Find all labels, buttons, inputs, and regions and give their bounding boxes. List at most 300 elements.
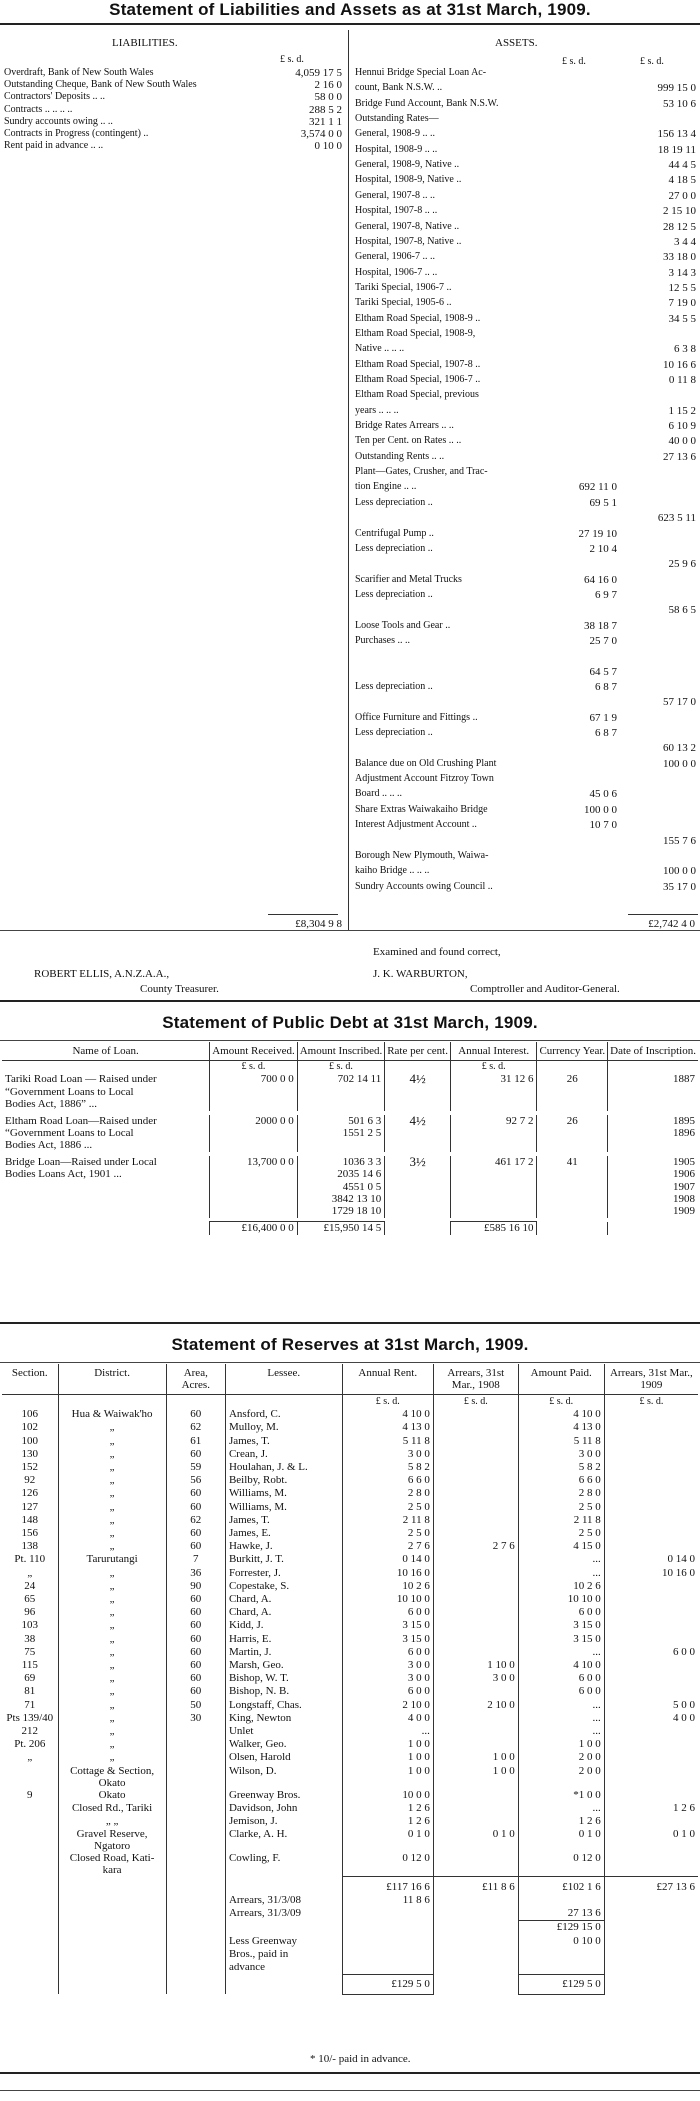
loan-rate: 4½	[385, 1073, 451, 1110]
bottom-rule-2	[0, 2090, 700, 2091]
loan-inscribed-line: 1729 18 10	[331, 1205, 382, 1218]
asset-label: Tariki Special, 1905-6 ..	[355, 297, 452, 309]
reserve-section	[2, 1765, 58, 1789]
debt-lsd-cell	[537, 1061, 608, 1074]
reserve-section: Pts 139/40	[6, 1711, 54, 1724]
reserve-area: 60	[166, 1408, 225, 1421]
reserve-arrears-1909	[604, 1765, 698, 1789]
reserves-lsd-cell: £ s. d.	[433, 1395, 518, 1409]
reserve-row	[2, 1527, 698, 1540]
reserve-district: „	[58, 1567, 166, 1580]
reserve-section: „	[27, 1566, 33, 1579]
liab-assets-title: Statement of Liabilities and Assets as at 31st March, 1909.	[109, 0, 591, 19]
footnote: * 10/- paid in advance.	[310, 2053, 411, 2065]
asset-amount-outer: 57 17 0	[663, 696, 696, 709]
asset-label: Tariki Special, 1906-7 ..	[355, 281, 452, 293]
reserve-annual-rent: 2 7 6	[342, 1540, 433, 1553]
reserve-section: „	[27, 1751, 33, 1764]
final-paid: £129 5 0	[518, 1974, 604, 1994]
reserve-summary-blank	[433, 1974, 518, 1994]
reserve-arrears-1909	[604, 1421, 698, 1434]
reserve-amount-paid: ...	[518, 1646, 604, 1659]
reserve-arrears-1909	[604, 1514, 698, 1527]
asset-label: Less depreciation ..	[355, 681, 433, 692]
reserve-district: „	[58, 1501, 166, 1514]
reserve-annual-rent: 5 8 2	[342, 1461, 433, 1474]
asset-amount-outer: 999 15 0	[657, 82, 696, 95]
reserve-section: 69	[24, 1672, 36, 1685]
reserve-summary-blank	[225, 1974, 342, 1994]
assets-lsd-header-a: £ s. d.	[562, 56, 586, 67]
reserve-summary-blank	[58, 1876, 166, 1894]
reserves-grid	[2, 1364, 698, 1995]
loan-name-line: “Government Loans to Local	[5, 1127, 134, 1140]
reserve-row	[2, 1738, 698, 1751]
asset-label: Centrifugal Pump ..	[355, 527, 434, 539]
loan-inscribed-cell	[297, 1073, 384, 1110]
asset-label: kaiho Bridge .. .. ..	[355, 865, 430, 877]
loan-name-line: Tariki Road Loan — Raised under	[5, 1073, 157, 1086]
asset-label: count, Bank N.S.W. ..	[355, 82, 443, 94]
reserve-section: 9	[27, 1788, 33, 1801]
reserve-amount-paid: 2 0 0	[518, 1765, 604, 1789]
loan-currency: 26	[537, 1073, 608, 1110]
asset-label: Hospital, 1907-8, Native ..	[355, 235, 462, 247]
asset-label: General, 1908-9 .. ..	[355, 128, 435, 140]
reserve-section: 103	[21, 1619, 39, 1632]
reserve-area	[166, 1751, 225, 1764]
reserve-area: 7	[166, 1553, 225, 1566]
reserve-annual-rent: 3 0 0	[342, 1672, 433, 1685]
loan-date-line: 1907	[673, 1180, 695, 1193]
asset-amount-outer: 6 10 9	[668, 420, 696, 433]
asset-amount-outer: 60 13 2	[663, 742, 696, 755]
reserve-district: Hua & Waiwak'ho	[58, 1408, 166, 1421]
reserve-arrears-1909: 0 1 0	[604, 1828, 698, 1852]
liability-amount: 321 1 1	[309, 115, 342, 128]
subtotal-row	[2, 1921, 698, 1935]
reserve-annual-rent: 2 8 0	[342, 1487, 433, 1500]
reserve-lessee: Harris, E.	[225, 1633, 342, 1646]
reserve-row	[2, 1646, 698, 1659]
reserve-section	[2, 1815, 58, 1828]
reserve-annual-rent: 3 15 0	[342, 1619, 433, 1632]
asset-label: Eltham Road Special, previous	[355, 389, 479, 401]
reserve-lessee: Mulloy, M.	[225, 1421, 342, 1434]
reserve-area: 60	[166, 1646, 225, 1659]
reserve-arrears-1908: 2 7 6	[433, 1540, 518, 1553]
debt-col-header: Rate per cent.	[385, 1042, 451, 1061]
reserves-total-row	[2, 1876, 698, 1894]
reserve-arrears-1908	[433, 1725, 518, 1738]
asset-amount-outer: 156 13 4	[657, 128, 696, 141]
asset-amount-outer: 33 18 0	[663, 251, 696, 264]
reserve-arrears-1909	[604, 1685, 698, 1698]
reserve-district: „	[58, 1633, 166, 1646]
reserve-lessee: Cowling, F.	[225, 1852, 342, 1876]
asset-amount-outer: 155 7 6	[663, 834, 696, 847]
reserves-col-header: Arrears, 31st Mar., 1909	[604, 1364, 698, 1395]
reserve-arrears-1909	[604, 1751, 698, 1764]
reserve-district: „	[58, 1606, 166, 1619]
reserve-arrears-1909	[604, 1593, 698, 1606]
reserve-amount-paid: 4 13 0	[518, 1421, 604, 1434]
reserve-row	[2, 1408, 698, 1421]
reserve-row	[2, 1474, 698, 1487]
reserve-annual-rent: 0 1 0	[342, 1828, 433, 1852]
reserve-section	[2, 1852, 58, 1876]
reserve-summary-blank	[2, 1921, 58, 1935]
reserve-district: „	[58, 1474, 166, 1487]
arrears09-value: 27 13 6	[518, 1907, 604, 1921]
loan-inscribed-cell	[297, 1115, 384, 1152]
loan-interest: 92 7 2	[450, 1115, 536, 1152]
asset-label: General, 1906-7 .. ..	[355, 251, 435, 263]
reserve-summary-blank	[433, 1894, 518, 1907]
reserve-summary-blank	[225, 1921, 342, 1935]
reserve-amount-paid: 1 0 0	[518, 1738, 604, 1751]
asset-amount-outer: 12 5 5	[668, 281, 696, 294]
loan-name-cell	[2, 1156, 210, 1218]
reserve-district: „	[58, 1593, 166, 1606]
reserve-arrears-1908	[433, 1553, 518, 1566]
reserve-area: 36	[166, 1567, 225, 1580]
loan-currency: 26	[537, 1115, 608, 1152]
reserve-summary-blank	[166, 1876, 225, 1894]
debt-top-rule	[0, 1040, 700, 1041]
examined-text: Examined and found correct,	[373, 946, 501, 958]
asset-label: Hospital, 1908-9, Native ..	[355, 174, 462, 186]
reserve-lessee: Williams, M.	[225, 1501, 342, 1514]
reserve-summary-blank	[518, 1894, 604, 1907]
loan-inscribed-cell	[297, 1156, 384, 1218]
asset-amount-outer: 34 5 5	[668, 312, 696, 325]
loan-name-line: Bodies Loans Act, 1901 ...	[5, 1168, 122, 1181]
reserve-amount-paid: 3 15 0	[518, 1633, 604, 1646]
asset-label: Less depreciation ..	[355, 542, 433, 554]
asset-label: Interest Adjustment Account ..	[355, 819, 477, 831]
reserve-arrears-1909	[604, 1606, 698, 1619]
reserve-arrears-1908	[433, 1852, 518, 1876]
reserve-section: 38	[24, 1632, 36, 1645]
reserve-lessee: Forrester, J.	[225, 1567, 342, 1580]
reserve-annual-rent: 6 0 0	[342, 1606, 433, 1619]
reserve-area: 60	[166, 1606, 225, 1619]
reserve-amount-paid: 6 0 0	[518, 1685, 604, 1698]
asset-amount-outer: 35 17 0	[663, 880, 696, 893]
asset-label: General, 1907-8, Native ..	[355, 220, 460, 232]
arrears08-label: Arrears, 31/3/08	[225, 1894, 342, 1907]
reserve-district: „	[58, 1646, 166, 1659]
reserve-section: 92	[24, 1474, 36, 1487]
reserve-section: 138	[21, 1540, 39, 1553]
asset-label: Less depreciation ..	[355, 727, 433, 739]
loan-date-line: 1908	[673, 1193, 695, 1206]
section-rule-2	[0, 1322, 700, 1324]
debt-lsd-cell	[608, 1061, 698, 1074]
reserve-row	[2, 1633, 698, 1646]
reserve-area	[166, 1815, 225, 1828]
reserve-area: 50	[166, 1699, 225, 1712]
debt-col-header: Date of Inscription.	[608, 1042, 698, 1061]
asset-label: Board .. .. ..	[355, 788, 402, 800]
reserve-arrears-1908: 2 10 0	[433, 1699, 518, 1712]
reserve-area: 60	[166, 1619, 225, 1632]
asset-label: Less depreciation ..	[355, 496, 433, 508]
reserve-annual-rent: 6 0 0	[342, 1685, 433, 1698]
reserve-annual-rent: 4 13 0	[342, 1421, 433, 1434]
reserve-amount-paid: ...	[518, 1553, 604, 1566]
asset-amount-inner: 27 19 10	[578, 527, 617, 540]
reserve-area: 60	[166, 1501, 225, 1514]
loan-inscribed-line: 3842 13 10	[331, 1193, 382, 1206]
debt-grid	[2, 1042, 698, 1235]
treasurer-title: County Treasurer.	[140, 983, 219, 995]
arrears08-value: 11 8 6	[342, 1894, 433, 1907]
reserve-amount-paid: 2 8 0	[518, 1487, 604, 1500]
reserve-amount-paid: 2 0 0	[518, 1751, 604, 1764]
liability-amount: 58 0 0	[314, 91, 342, 104]
reserve-summary-blank	[433, 1921, 518, 1935]
loan-interest: 461 17 2	[450, 1156, 536, 1218]
asset-amount-outer: 3 4 4	[674, 235, 696, 248]
reserve-district: „	[58, 1421, 166, 1434]
reserve-arrears-1908	[433, 1527, 518, 1540]
reserves-col-header: Amount Paid.	[518, 1364, 604, 1395]
reserve-annual-rent: 2 10 0	[342, 1699, 433, 1712]
asset-amount-inner: 2 10 4	[589, 542, 617, 555]
reserve-arrears-1909	[604, 1738, 698, 1751]
asset-label: Eltham Road Special, 1908-9 ..	[355, 312, 481, 324]
bottom-rule-1	[0, 2072, 700, 2074]
reserve-area	[166, 1802, 225, 1815]
reserve-annual-rent: 2 11 8	[342, 1514, 433, 1527]
reserves-lsd-cell	[225, 1395, 342, 1409]
reserve-section: 130	[21, 1447, 39, 1460]
reserve-district: Cottage & Section, Okato	[58, 1765, 166, 1789]
less-label-line: advance	[228, 1961, 265, 1974]
reserve-district: „	[58, 1685, 166, 1698]
reserve-lessee: Martin, J.	[225, 1646, 342, 1659]
reserve-amount-paid: 2 11 8	[518, 1514, 604, 1527]
reserve-amount-paid: 6 0 0	[518, 1672, 604, 1685]
reserves-lsd-cell: £ s. d.	[342, 1395, 433, 1409]
asset-label: Eltham Road Special, 1907-8 ..	[355, 358, 481, 370]
reserve-section: Pt. 206	[14, 1738, 46, 1751]
reserve-district: „	[58, 1487, 166, 1500]
reserve-arrears-1908	[433, 1593, 518, 1606]
debt-col-header: Amount Received.	[210, 1042, 297, 1061]
loan-row	[2, 1073, 698, 1110]
debt-total-blank	[385, 1222, 451, 1235]
reserve-summary-blank	[604, 1894, 698, 1907]
asset-label: Sundry Accounts owing Council ..	[355, 880, 493, 892]
reserve-row	[2, 1540, 698, 1553]
reserve-arrears-1909	[604, 1815, 698, 1828]
reserve-amount-paid: ...	[518, 1712, 604, 1725]
reserve-district: „	[58, 1580, 166, 1593]
reserve-arrears-1909	[604, 1540, 698, 1553]
asset-amount-outer: 10 16 6	[663, 358, 696, 371]
asset-amount-outer: 100 0 0	[663, 757, 696, 770]
reserve-row	[2, 1421, 698, 1434]
reserve-row	[2, 1619, 698, 1632]
asset-amount-inner: 64 16 0	[584, 573, 617, 586]
reserve-summary-blank	[58, 1974, 166, 1994]
debt-total-row	[2, 1222, 698, 1235]
asset-label: Borough New Plymouth, Waiwa-	[355, 849, 489, 861]
liability-label: Rent paid in advance .. ..	[4, 140, 104, 152]
asset-amount-inner: 69 5 1	[589, 496, 617, 509]
liab-bottom-rule	[0, 930, 700, 931]
reserve-lessee: Chard, A.	[225, 1606, 342, 1619]
asset-amount-outer: 44 4 5	[668, 159, 696, 172]
liability-amount: 288 5 2	[309, 103, 342, 116]
loan-rate: 4½	[385, 1115, 451, 1152]
liability-amount: 0 10 0	[314, 140, 342, 153]
reserves-col-header: Arrears, 31st Mar., 1908	[433, 1364, 518, 1395]
reserve-district: „	[58, 1448, 166, 1461]
reserve-summary-blank	[433, 1935, 518, 1975]
reserve-section: 148	[21, 1513, 39, 1526]
reserve-lessee: Davidson, John	[225, 1802, 342, 1815]
reserve-annual-rent: 2 5 0	[342, 1501, 433, 1514]
reserve-section: 65	[24, 1593, 36, 1606]
title-rule	[0, 23, 700, 25]
debt-lsd-cell	[2, 1061, 210, 1074]
reserve-arrears-1908	[433, 1474, 518, 1487]
reserve-amount-paid: 4 10 0	[518, 1659, 604, 1672]
reserve-arrears-1908	[433, 1501, 518, 1514]
public-debt-title: Statement of Public Debt at 31st March, 1909.	[162, 1013, 538, 1032]
reserve-section	[2, 1828, 58, 1852]
loan-name-line: Bridge Loan—Raised under Local	[5, 1155, 157, 1168]
asset-label: Hennui Bridge Special Loan Ac-	[355, 67, 487, 78]
loan-rate: 3½	[385, 1156, 451, 1218]
debt-total-received: £16,400 0 0	[210, 1222, 297, 1235]
reserve-amount-paid: ...	[518, 1699, 604, 1712]
reserve-row	[2, 1852, 698, 1876]
reserve-area	[166, 1765, 225, 1789]
reserves-lsd-cell: £ s. d.	[604, 1395, 698, 1409]
asset-label: Share Extras Waiwakaiho Bridge	[355, 803, 488, 815]
reserve-row	[2, 1802, 698, 1815]
reserve-arrears-1908	[433, 1606, 518, 1619]
reserve-area: 61	[166, 1435, 225, 1448]
asset-amount-outer: 25 9 6	[668, 558, 696, 571]
debt-col-header: Currency Year.	[537, 1042, 608, 1061]
loan-date-line: 1905	[673, 1155, 695, 1168]
reserve-arrears-1908	[433, 1567, 518, 1580]
liab-total-rule	[268, 914, 338, 915]
reserve-section: 126	[21, 1487, 39, 1500]
reserve-arrears-1908	[433, 1580, 518, 1593]
loan-inscribed-line: 702 14 11	[337, 1073, 382, 1086]
asset-label: years .. .. ..	[355, 404, 399, 416]
subtotal-paid: £129 15 0	[518, 1921, 604, 1935]
loan-inscribed-line: 1036 3 3	[342, 1155, 382, 1168]
loan-date-line: 1887	[673, 1073, 695, 1086]
reserve-area: 60	[166, 1593, 225, 1606]
reserve-section: 106	[21, 1408, 39, 1421]
reserve-arrears-1909: 6 0 0	[604, 1646, 698, 1659]
loan-interest: 31 12 6	[450, 1073, 536, 1110]
asset-amount-outer: 3 14 3	[668, 266, 696, 279]
reserve-section: 75	[24, 1645, 36, 1658]
assets-total: £2,742 4 0	[648, 918, 695, 930]
debt-total-interest: £585 16 10	[450, 1222, 536, 1235]
reserve-area: 60	[166, 1685, 225, 1698]
liabilities-heading: LIABILITIES.	[112, 37, 178, 49]
debt-total-blank	[537, 1222, 608, 1235]
reserve-summary-blank	[604, 1974, 698, 1994]
asset-label: Plant—Gates, Crusher, and Trac-	[355, 466, 488, 478]
reserve-arrears-1909	[604, 1487, 698, 1500]
reserves-top-rule	[0, 1362, 700, 1363]
loan-name-line: Bodies Act, 1886 ...	[5, 1139, 93, 1152]
asset-amount-inner: 67 1 9	[589, 711, 617, 724]
reserve-summary-blank	[604, 1935, 698, 1975]
asset-label: Loose Tools and Gear ..	[355, 619, 451, 631]
reserve-district: „	[58, 1619, 166, 1632]
asset-label: Bridge Rates Arrears .. ..	[355, 420, 454, 432]
reserve-amount-paid: 6 0 0	[518, 1606, 604, 1619]
reserve-section: 100	[21, 1434, 39, 1447]
reserve-lessee: Kidd, J.	[225, 1619, 342, 1632]
reserve-amount-paid: 10 10 0	[518, 1593, 604, 1606]
reserve-arrears-1909	[604, 1501, 698, 1514]
reserve-arrears-1908	[433, 1789, 518, 1802]
reserve-summary-blank	[58, 1935, 166, 1975]
reserve-district: „	[58, 1659, 166, 1672]
reserve-row	[2, 1606, 698, 1619]
reserves-col-header: Lessee.	[225, 1364, 342, 1395]
reserve-row	[2, 1567, 698, 1580]
liab-lsd-header: £ s. d.	[280, 54, 304, 65]
assets-total-rule	[628, 914, 698, 915]
reserve-district: „	[58, 1514, 166, 1527]
reserve-arrears-1908: 3 0 0	[433, 1672, 518, 1685]
reserve-district: Gravel Reserve, Ngatoro	[58, 1828, 166, 1852]
reserve-section: 102	[21, 1421, 39, 1434]
loan-received: 13,700 0 0	[210, 1156, 297, 1218]
less-label-cell	[225, 1935, 342, 1975]
reserve-district: „	[58, 1461, 166, 1474]
reserve-district: Okato	[58, 1789, 166, 1802]
reserve-lessee: Ansford, C.	[225, 1408, 342, 1421]
asset-amount-outer: 27 0 0	[668, 189, 696, 202]
loan-inscribed-line: 2035 14 6	[337, 1168, 382, 1181]
reserve-arrears-1908	[433, 1619, 518, 1632]
reserve-lessee: Clarke, A. H.	[225, 1828, 342, 1852]
asset-amount-outer: 6 3 8	[674, 343, 696, 356]
reserve-row	[2, 1448, 698, 1461]
reserve-area	[166, 1789, 225, 1802]
loan-name-cell	[2, 1115, 210, 1152]
reserve-summary-blank	[166, 1974, 225, 1994]
assets-heading: ASSETS.	[495, 37, 538, 49]
reserve-summary-blank	[225, 1876, 342, 1894]
debt-lsd-cell: £ s. d.	[450, 1061, 536, 1074]
reserve-summary-blank	[58, 1894, 166, 1907]
asset-label: General, 1907-8 .. ..	[355, 189, 435, 201]
reserve-lessee: Greenway Bros.	[225, 1789, 342, 1802]
asset-amount-outer: 53 10 6	[663, 97, 696, 110]
liability-label: Contracts .. .. .. ..	[4, 103, 73, 115]
loan-inscribed-line: 501 6 3	[348, 1114, 382, 1127]
reserve-lessee: King, Newton	[225, 1712, 342, 1725]
reserve-annual-rent: 10 0 0	[342, 1789, 433, 1802]
